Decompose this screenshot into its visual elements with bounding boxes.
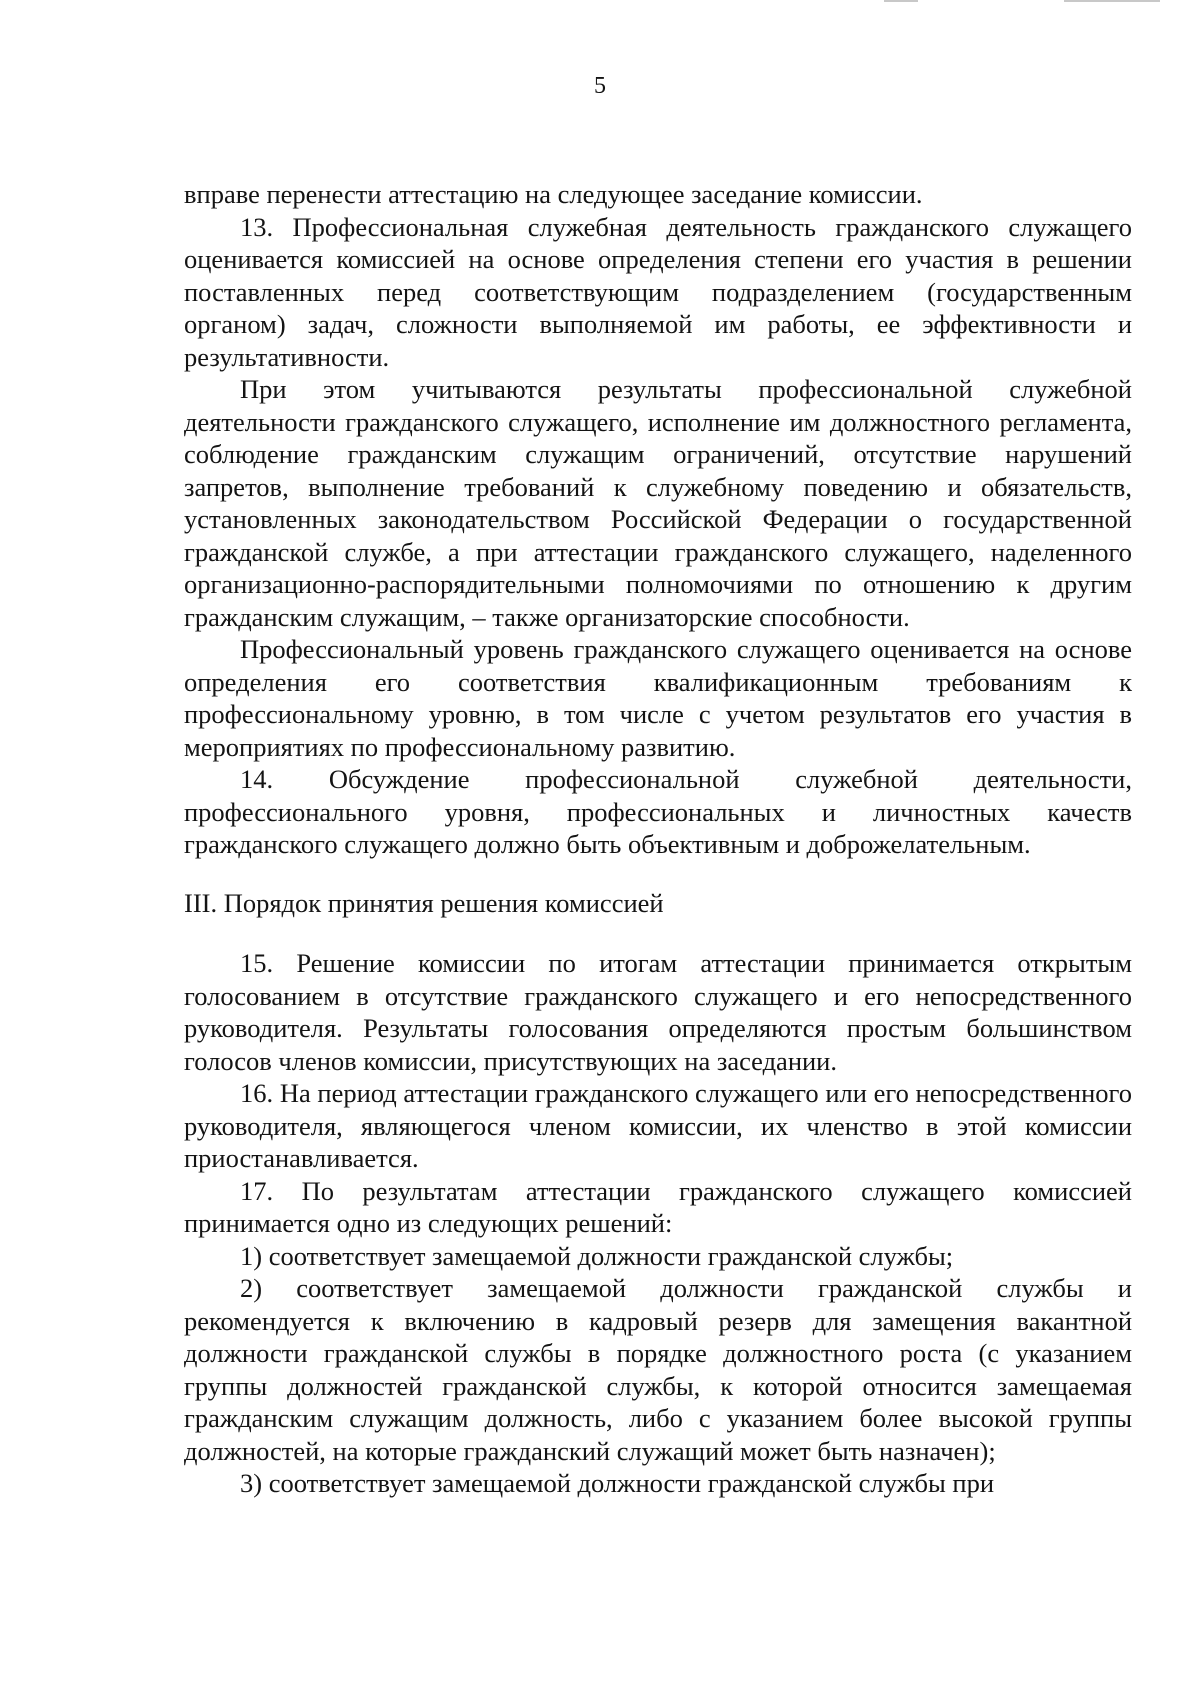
scan-artifact [884,0,918,2]
paragraph: 13. Профессиональная служебная деятельность гражданского служащего оценивается комиссией на основе определения степени его участия в решении поставленных перед соответствующим подразделением (государственным органом) задач, сложности выполняемой им работы, ее эффективности и результативности. [184,211,1132,372]
paragraph: вправе перенести аттестацию на следующее заседание комиссии. [184,179,923,209]
paragraph: 15. Решение комиссии по итогам аттестации принимается открытым голосованием в отсутствие гражданского служащего и его непосредственного руководителя. Результаты голосования определяются простым большинством голосов членов комиссии, присутствующих на заседании. [184,948,1132,1076]
paragraph: 16. На период аттестации гражданского служащего или его непосредственного руководителя, являющегося членом комиссии, их членство в этой комиссии приостанавливается. [184,1078,1132,1173]
document-body [184,178,1132,1500]
list-item: 1) соответствует замещаемой должности гражданской службы; [240,1240,954,1271]
list-item: 2) соответствует замещаемой должности гражданской службы и рекомендуется к включению в кадровый резерв для замещения вакантной должности гражданской службы в порядке должностного роста (с указанием группы должностей гражданской службы, к которой относится замещаемая гражданским служащим должность, либо с указанием более высокой группы должностей, на которые гражданский служащий может быть назначен); [184,1273,1132,1466]
page-number: 5 [594,73,606,99]
paragraph: 17. По результатам аттестации гражданского служащего комиссией принимается одно из следующих решений: [184,1175,1132,1238]
scan-artifact [1064,0,1160,2]
paragraph: При этом учитываются результаты профессиональной служебной деятельности гражданского служащего, исполнение им должностного регламента, соблюдение гражданским служащим ограничений, отсутствие нарушений запретов, выполнение требований к служебному поведению и обязательств, установленных законодательством Российской Федерации о государственной гражданской службе, а при аттестации гражданского служащего, наделенного организационно-распорядительными полномочиями по отношению к другим гражданским служащим, – также организаторские способности. [184,374,1132,632]
paragraph: Профессиональный уровень гражданского служащего оценивается на основе определения его соответствия квалификационным требованиям к профессиональному уровню, в том числе с учетом результатов его участия в мероприятиях по профессиональному развитию. [184,634,1132,762]
section-heading: III. Порядок принятия решения комиссией [184,887,664,918]
list-item: 3) соответствует замещаемой должности гражданской службы при [240,1468,995,1498]
paragraph: 14. Обсуждение профессиональной служебной деятельности, профессионального уровня, профессиональных и личностных качеств гражданского служащего должно быть объективным и доброжелательным. [184,764,1132,859]
